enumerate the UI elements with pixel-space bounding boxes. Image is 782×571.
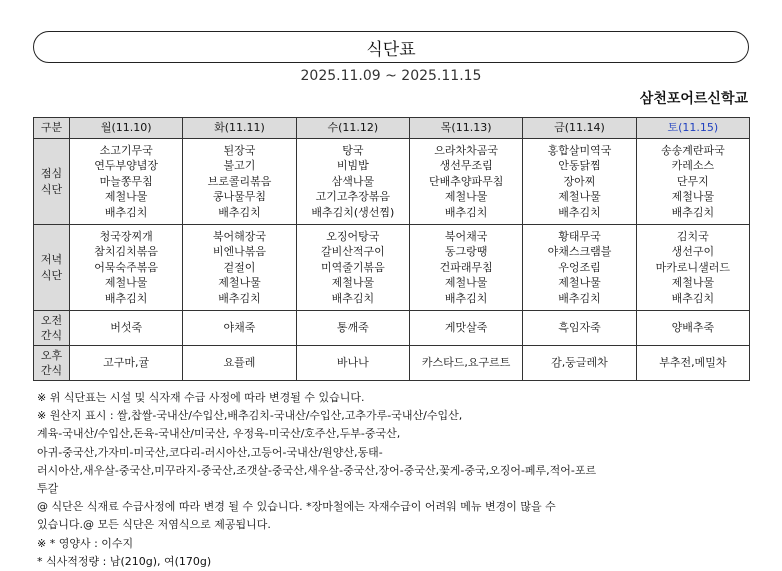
dish-item: 제철나물 <box>444 276 488 290</box>
menu-table <box>33 117 750 381</box>
dish-item: 배추김치 <box>558 291 601 305</box>
dinner-cell <box>523 225 636 311</box>
dish-item: 북어해장국 <box>212 229 267 243</box>
am-snack-row <box>34 311 750 346</box>
dish-item: 황태무국 <box>558 229 601 243</box>
am-snack-cell: 야채죽 <box>183 311 296 346</box>
lunch-row <box>34 139 750 225</box>
dish-item: 홍합살미역국 <box>547 143 612 157</box>
dish-item: 겉절이 <box>223 260 256 274</box>
dish-item: 카레소스 <box>671 159 715 173</box>
dish-item: 제철나물 <box>558 276 601 290</box>
note-line: 아귀-중국산,가자미-미국산,코다리-러시아산,고등어-국내산/원양산,동태- <box>37 445 383 459</box>
row-label-line: 오후 <box>40 348 63 362</box>
am-snack-cell: 게맛살죽 <box>409 311 522 346</box>
note-line: ※ 원산지 표시 : 쌀,찹쌀-국내산/수입산,배추김치-국내산/수입산,고추가루-국내산/수입산, <box>37 409 463 423</box>
dish-item: 제철나물 <box>218 276 261 290</box>
dish-item: 비엔나볶음 <box>212 245 267 259</box>
dish-item: 연두부양념장 <box>94 159 159 173</box>
lunch-cell <box>296 139 409 225</box>
dish-item: 북어채국 <box>444 229 488 243</box>
menu-period: 2025.11.09 ~ 2025.11.15 <box>300 68 482 84</box>
dish-item: 배추김치 <box>104 291 148 305</box>
dish-item: 배추김치(생선찜) <box>311 205 395 219</box>
dish-item: 삼색나물 <box>331 174 375 188</box>
header-label: 구분 <box>34 118 70 139</box>
dish-item: 콩나물무침 <box>212 190 267 204</box>
lunch-cell <box>70 139 183 225</box>
pm-snack-row <box>34 346 750 381</box>
dish-item: 제철나물 <box>444 190 488 204</box>
dish-item: 고기고추장볶음 <box>315 190 391 204</box>
note-line: * 식사적정량 : 남(210g), 여(170g) <box>37 554 212 568</box>
pm-snack-cell: 감,둥글레차 <box>523 346 636 381</box>
dish-item: 제철나물 <box>671 276 715 290</box>
dish-item: 갈비산적구이 <box>320 245 385 259</box>
am-snack-label <box>34 311 70 346</box>
pm-snack-cell: 바나나 <box>296 346 409 381</box>
dish-item: 배추김치 <box>671 205 715 219</box>
dish-item: 제철나물 <box>104 190 148 204</box>
dish-item: 단무지 <box>676 174 709 188</box>
note-line: 투갈 <box>37 482 59 496</box>
dish-item: 생선구이 <box>671 245 715 259</box>
dish-item: 장아찌 <box>563 174 596 188</box>
school-name: 삼천포어르신학교 <box>639 91 748 107</box>
dish-item: 오징어탕국 <box>326 229 380 243</box>
dish-item: 청국장찌개 <box>99 229 153 243</box>
note-line: 러시아산,새우살-중국산,미꾸라지-중국산,조갯살-중국산,새우살-중국산,장어-중국산,꽃게-중국,오징어-페루,적어-포르 <box>37 463 597 477</box>
dish-item: 브로콜리볶음 <box>207 174 272 188</box>
note-line: ※ * 영양사 : 이수지 <box>37 536 134 550</box>
header-row <box>34 118 750 139</box>
dish-item: 소고기무국 <box>99 143 153 157</box>
notes <box>37 389 757 571</box>
dish-item: 배추김치 <box>331 291 375 305</box>
row-label-line: 식단 <box>40 268 63 282</box>
pm-snack-cell: 고구마,귤 <box>70 346 183 381</box>
dish-item: 단배추양파무침 <box>428 174 504 188</box>
dish-item: 마늘쫑무침 <box>99 174 153 188</box>
dish-item: 으라차차곰국 <box>434 143 499 157</box>
dish-item: 어묵숙주볶음 <box>94 260 159 274</box>
am-snack-cell: 버섯죽 <box>70 311 183 346</box>
row-label-line: 오전 <box>40 313 63 327</box>
lunch-label <box>34 139 70 225</box>
pm-snack-cell: 부추전,메밀차 <box>636 346 749 381</box>
day-header-fri: 금(11.14) <box>523 118 636 139</box>
dinner-cell <box>409 225 522 311</box>
dish-item: 제철나물 <box>558 190 601 204</box>
lunch-cell <box>409 139 522 225</box>
dinner-cell <box>636 225 749 311</box>
dish-item: 배추김치 <box>444 291 488 305</box>
dish-item: 우엉조림 <box>558 260 601 274</box>
dish-item: 배추김치 <box>558 205 601 219</box>
day-header-wed: 수(11.12) <box>296 118 409 139</box>
dish-item: 배추김치 <box>104 205 148 219</box>
dish-item: 탕국 <box>342 143 364 157</box>
note-line: 계육-국내산/수입산,돈육-국내산/미국산, 우정육-미국산/호주산,두부-중국산, <box>37 427 401 441</box>
am-snack-cell: 흑임자죽 <box>523 311 636 346</box>
dish-item: 야채스크램블 <box>547 245 612 259</box>
note-line: @ 식단은 식재료 수급사정에 따라 변경 될 수 있습니다. *장마철에는 자재수급이 어려워 메뉴 변경이 많을 수 <box>37 500 556 514</box>
dinner-cell <box>183 225 296 311</box>
am-snack-cell: 통깨죽 <box>296 311 409 346</box>
dish-item: 참치김치볶음 <box>94 245 159 259</box>
note-line: 있습니다.@ 모든 식단은 저염식으로 제공됩니다. <box>37 518 271 532</box>
dish-item: 배추김치 <box>444 205 488 219</box>
dish-item: 배추김치 <box>218 205 261 219</box>
dish-item: 동그랑땡 <box>444 245 488 259</box>
day-header-tue: 화(11.11) <box>183 118 296 139</box>
pm-snack-label <box>34 346 70 381</box>
dish-item: 미역줄기볶음 <box>320 260 385 274</box>
dish-item: 생선무조림 <box>439 159 493 173</box>
dinner-cell <box>70 225 183 311</box>
dish-item: 된장국 <box>223 143 256 157</box>
dish-item: 제철나물 <box>331 276 375 290</box>
pm-snack-cell: 요플레 <box>183 346 296 381</box>
dinner-label <box>34 225 70 311</box>
row-label-line: 간식 <box>40 329 63 342</box>
dish-item: 송송계란파국 <box>660 143 725 157</box>
title-box <box>33 31 749 63</box>
dish-item: 비빔밥 <box>336 159 369 173</box>
day-header-mon: 월(11.10) <box>70 118 183 139</box>
dish-item: 불고기 <box>223 159 256 173</box>
row-label-line: 식단 <box>40 182 63 196</box>
dish-item: 안동닭찜 <box>558 159 601 173</box>
row-label-line: 점심 <box>40 167 63 181</box>
lunch-cell <box>183 139 296 225</box>
lunch-cell <box>636 139 749 225</box>
day-header-sat: 토(11.15) <box>636 118 749 139</box>
dinner-cell <box>296 225 409 311</box>
pm-snack-cell: 카스타드,요구르트 <box>409 346 522 381</box>
dish-item: 배추김치 <box>218 291 261 305</box>
lunch-cell <box>523 139 636 225</box>
dinner-row <box>34 225 750 311</box>
dish-item: 김치국 <box>676 229 709 243</box>
row-label-line: 간식 <box>40 364 63 377</box>
note-line: ※ 위 식단표는 시설 및 식자재 수급 사정에 따라 변경될 수 있습니다. <box>37 391 365 404</box>
dish-item: 건파래무침 <box>439 260 493 274</box>
dish-item: 마카로니샐러드 <box>655 260 731 274</box>
am-snack-cell: 양배추죽 <box>636 311 749 346</box>
dish-item: 제철나물 <box>671 190 715 204</box>
page-title: 식단표 <box>366 39 416 60</box>
day-header-thu: 목(11.13) <box>409 118 522 139</box>
row-label-line: 저녁 <box>40 253 63 267</box>
dish-item: 제철나물 <box>104 276 148 290</box>
dish-item: 배추김치 <box>671 291 715 305</box>
